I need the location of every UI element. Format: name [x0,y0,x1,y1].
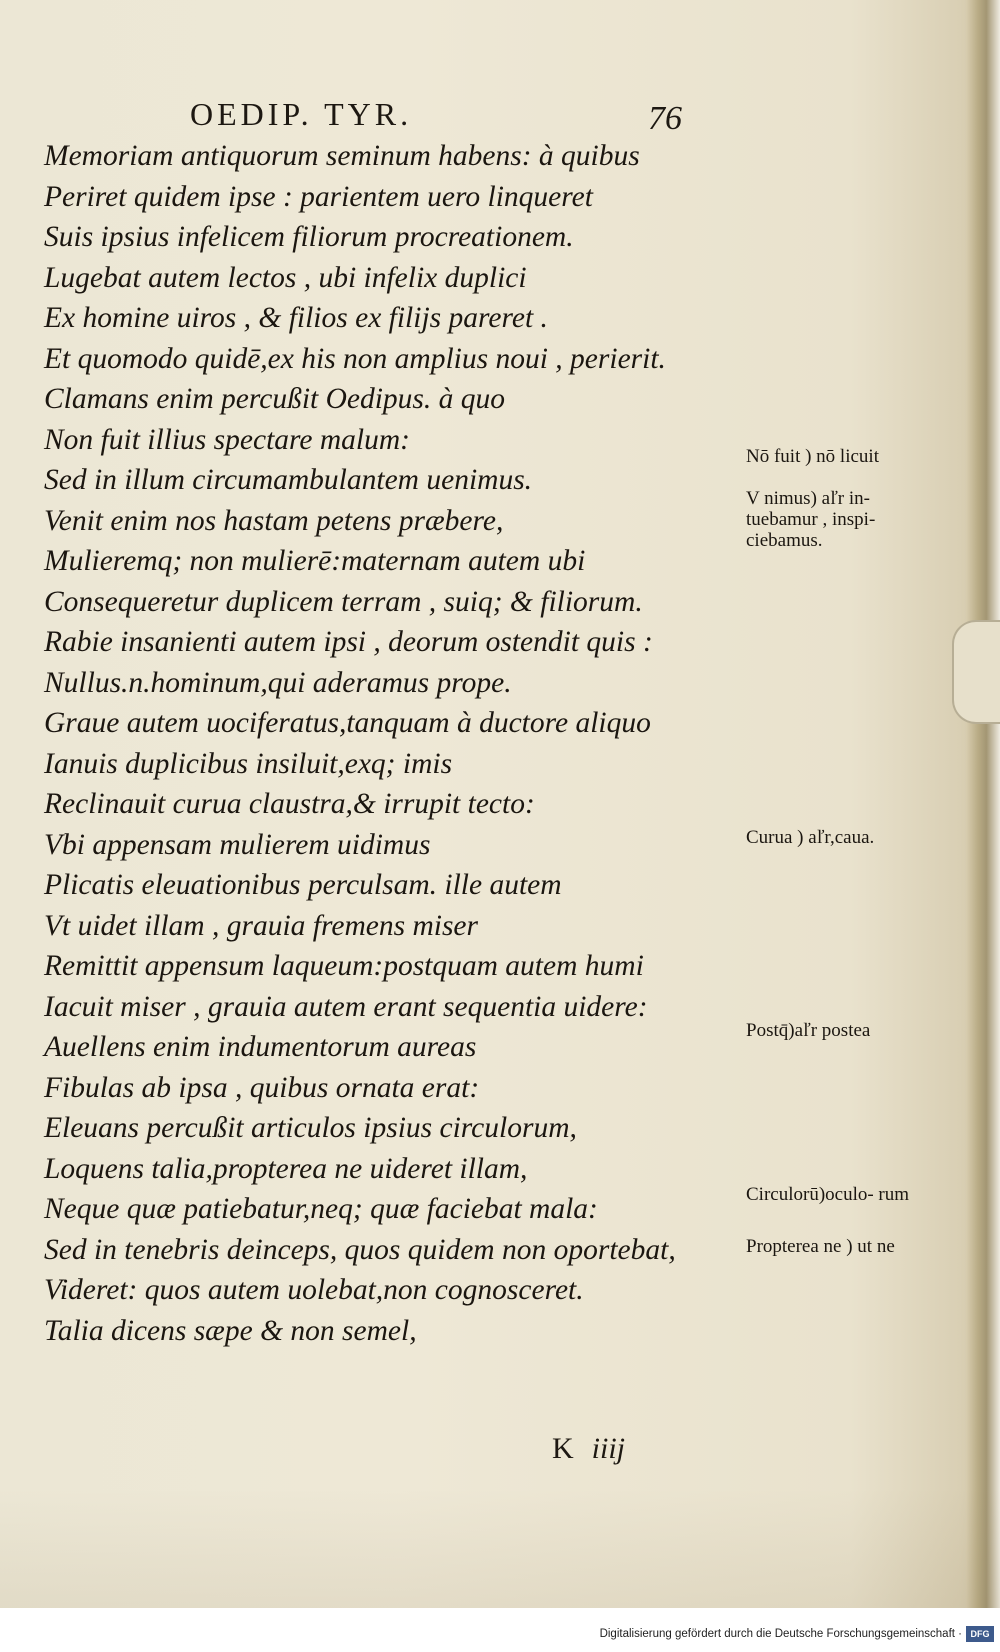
marginal-gloss: Postq̄)aľr postea [746,1020,871,1041]
verse-line: Memoriam antiquorum seminum habens: à quibus [44,140,640,172]
verse-line: Consequeretur duplicem terram , suiq; & filiorum. [44,585,643,618]
signature-number: iiij [591,1432,626,1465]
verse-line: Venit enim nos hastam petens præbere, [44,504,504,537]
marginal-gloss: V nimus) aľr in- tuebamur , inspi- ciebamus. [746,488,876,551]
marginal-gloss: Nō fuit ) nō licuit [746,446,879,467]
printer-signature [552,1432,625,1466]
verse-line: Videret: quos autem uolebat,non cognosceret. [44,1274,584,1306]
verse-line: Nullus.n.hominum,qui aderamus prope. [44,666,512,699]
verse-line: Fibulas ab ipsa , quibus ornata erat: [44,1071,480,1104]
dfg-logo: DFG [966,1626,994,1642]
verse-line: Plicatis eleuationibus perculsam. ille autem [44,869,562,901]
verse-line: Reclinauit curua claustra,& irrupit tecto: [44,788,535,820]
book-fore-edge [966,0,1000,1652]
verse-line: Remittit appensum laqueum:postquam autem humi [44,950,644,982]
marginal-gloss: Curua ) aľr,caua. [746,827,875,848]
verse-line: Auellens enim indumentorum aureas [44,1031,477,1063]
verse-line: Et quomodo quidē,ex his non amplius noui , perierit. [44,342,666,375]
verse-block [44,136,744,1351]
verse-line: Neque quæ patiebatur,neq; quæ faciebat mala: [44,1193,598,1225]
funding-credit: Digitalisierung gefördert durch die Deutsche Forschungsgemeinschaft · [599,1628,962,1640]
page-shadow [0,1488,1000,1608]
verse-line: Periret quidem ipse : parientem uero linqueret [44,180,593,213]
verse-line: Ianuis duplicibus insiluit,exq; imis [44,747,453,780]
verse-line: Ex homine uiros , & filios ex filijs pareret . [44,302,548,334]
verse-line: Clamans enim percußit Oedipus. à quo [44,383,506,415]
verse-line: Sed in illum circumambulantem uenimus. [44,464,533,496]
verse-line: Eleuans percußit articulos ipsius circulorum, [44,1112,577,1144]
verse-line: Non fuit illius spectare malum: [44,423,410,456]
verse-line: Rabie insanienti autem ipsi , deorum ostendit quis : [44,626,653,658]
verse-line: Talia dicens sæpe & non semel, [44,1314,417,1347]
page-clip-marker [952,620,1000,724]
verse-line: Loquens talia,propterea ne uideret illam, [44,1152,528,1185]
verse-line: Graue autem uociferatus,tanquam à ductore aliquo [44,707,651,739]
page-number: 76 [648,100,682,137]
verse-line: Suis ipsius infelicem filiorum procreationem. [44,221,574,253]
digitization-footer [0,1608,1000,1652]
verse-line: Iacuit miser , grauia autem erant sequentia uidere: [44,990,648,1023]
verse-line: Vt uidet illam , grauia fremens miser [44,909,479,942]
running-head: OEDIP. TYR. [190,96,413,132]
verse-line: Vbi appensam mulierem uidimus [44,828,431,861]
marginal-gloss: Circulorū)oculo- rum [746,1184,910,1205]
verse-line: Lugebat autem lectos , ubi infelix duplici [44,261,527,294]
marginal-gloss: Propterea ne ) ut ne [746,1236,895,1257]
signature-letter: K [552,1432,574,1465]
verse-line: Sed in tenebris deinceps, quos quidem non oportebat, [44,1233,676,1266]
verse-line: Mulieremq; non mulierē:maternam autem ubi [44,545,586,577]
